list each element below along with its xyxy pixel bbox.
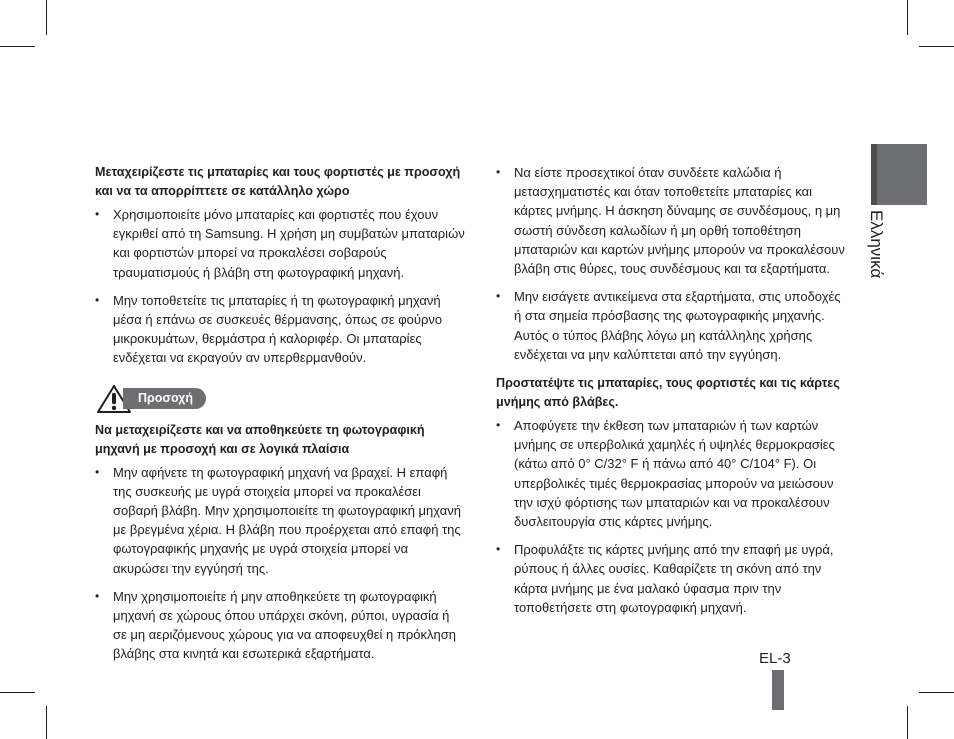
list-item: • Μην χρησιμοποιείτε ή μην αποθηκεύετε τη φωτογραφική μηχανή σε χώρους όπου υπάρχει σκόνη, ρύποι, υγρασία ή σε μη αεριζόμενους χώρους για να αποφευχθεί η πρόκληση βλάβης στα κινητά και εσωτερικά εξαρτήματα. (95, 587, 465, 664)
section-heading-protect: Προστατέψτε τις μπαταρίες, τους φορτιστές και τις κάρτες μνήμης από βλάβες. (496, 376, 840, 410)
crop-mark (907, 0, 908, 35)
section-heading-camera: Να μεταχειρίζεστε και να αποθηκεύετε τη φωτογραφική μηχανή με προσοχή και σε λογικά πλαίσια (95, 422, 425, 456)
list-item: • Χρησιμοποιείτε μόνο μπαταρίες και φορτιστές που έχουν εγκριθεί από τη Samsung. Η χρήση μη συμβατών μπαταριών και φορτιστών μπορεί να προκαλέσει σοβαρούς τραυματισμούς ή βλάβη στη φωτογραφική μηχανή. (95, 205, 465, 282)
bullet-list (496, 163, 851, 364)
page-number: EL-3 (759, 650, 791, 667)
list-item: • Μην αφήνετε τη φωτογραφική μηχανή να βραχεί. Η επαφή της συσκευής με υγρά στοιχεία μπορεί να προκαλέσει σοβαρή βλάβη. Μην χρησιμοποιείτε τη φωτογραφική μηχανή με βρεγμένα χέρια. Η βλάβη που προέρχεται από επαφή της φωτογραφικής μηχανής με υγρά στοιχεία μπορεί να ακυρώσει την εγγύησή της. (95, 463, 465, 578)
section-heading-batteries: Μεταχειρίζεστε τις μπαταρίες και τους φορτιστές με προσοχή και να τα απορρίπτετε σε κατάλληλο χώρο (95, 165, 461, 198)
crop-mark (907, 706, 908, 739)
right-column (496, 163, 851, 626)
bullet-list (95, 463, 465, 664)
crop-mark (0, 46, 35, 47)
bullet-list (95, 205, 465, 368)
language-tab-label: Ελληνικά (867, 210, 886, 279)
caution-label (97, 383, 465, 415)
list-item: • Προφυλάξτε τις κάρτες μνήμης από την επαφή με υγρά, ρύπους ή άλλες ουσίες. Καθαρίζετε τη σκόνη από την κάρτα μνήμης με ένα μαλακό ύφασμα πριν την τοποθετήσετε στη φωτογραφική μηχανή. (496, 540, 851, 617)
crop-mark (919, 46, 954, 47)
crop-mark (46, 706, 47, 739)
language-tab (871, 144, 927, 205)
crop-mark (919, 692, 954, 693)
crop-mark (46, 0, 47, 35)
list-item: • Μην εισάγετε αντικείμενα στα εξαρτήματα, στις υποδοχές ή στα σημεία πρόσβασης της φωτογραφικής μηχανής. Αυτός ο τύπος βλάβης λόγω μη κατάλληλης χρήσης ενδέχεται να μην καλύπτεται από την εγγύηση. (496, 287, 851, 364)
caution-text: Προσοχή (123, 388, 206, 409)
bullet-list (496, 416, 851, 617)
left-column (95, 163, 465, 673)
list-item: • Αποφύγετε την έκθεση των μπαταριών ή των καρτών μνήμης σε υπερβολικά χαμηλές ή υψηλές θερμοκρασίες (κάτω από 0° C/32° F ή πάνω από 40° C/104° F). Οι υπερβολικές τιμές θερμοκρασίας μπορούν να μειώσουν την ισχύ φόρτισης των μπαταριών και να προκαλέσουν δυσλειτουργία στις κάρτες μνήμης. (496, 416, 851, 531)
list-item: • Μην τοποθετείτε τις μπαταρίες ή τη φωτογραφική μηχανή μέσα ή επάνω σε συσκευές θέρμανσης, όπως σε φούρνο μικροκυμάτων, θερμάστρα ή καλοριφέρ. Οι μπαταρίες ενδέχεται να εκραγούν αν υπερθερμανθούν. (95, 291, 465, 368)
list-item: • Να είστε προσεχτικοί όταν συνδέετε καλώδια ή μετασχηματιστές και όταν τοποθετείτε μπαταρίες και κάρτες μνήμης. Η άσκηση δύναμης σε συνδέσμους, η μη σωστή σύνδεση καλωδίων ή μη ορθή τοποθέτηση μπαταριών και καρτών μνήμης μπορούν να προκαλέσουν βλάβη στις θύρες, τους συνδέσμους και τα εξαρτήματα. (496, 163, 851, 278)
page-number-bar (772, 670, 784, 710)
crop-mark (0, 692, 35, 693)
